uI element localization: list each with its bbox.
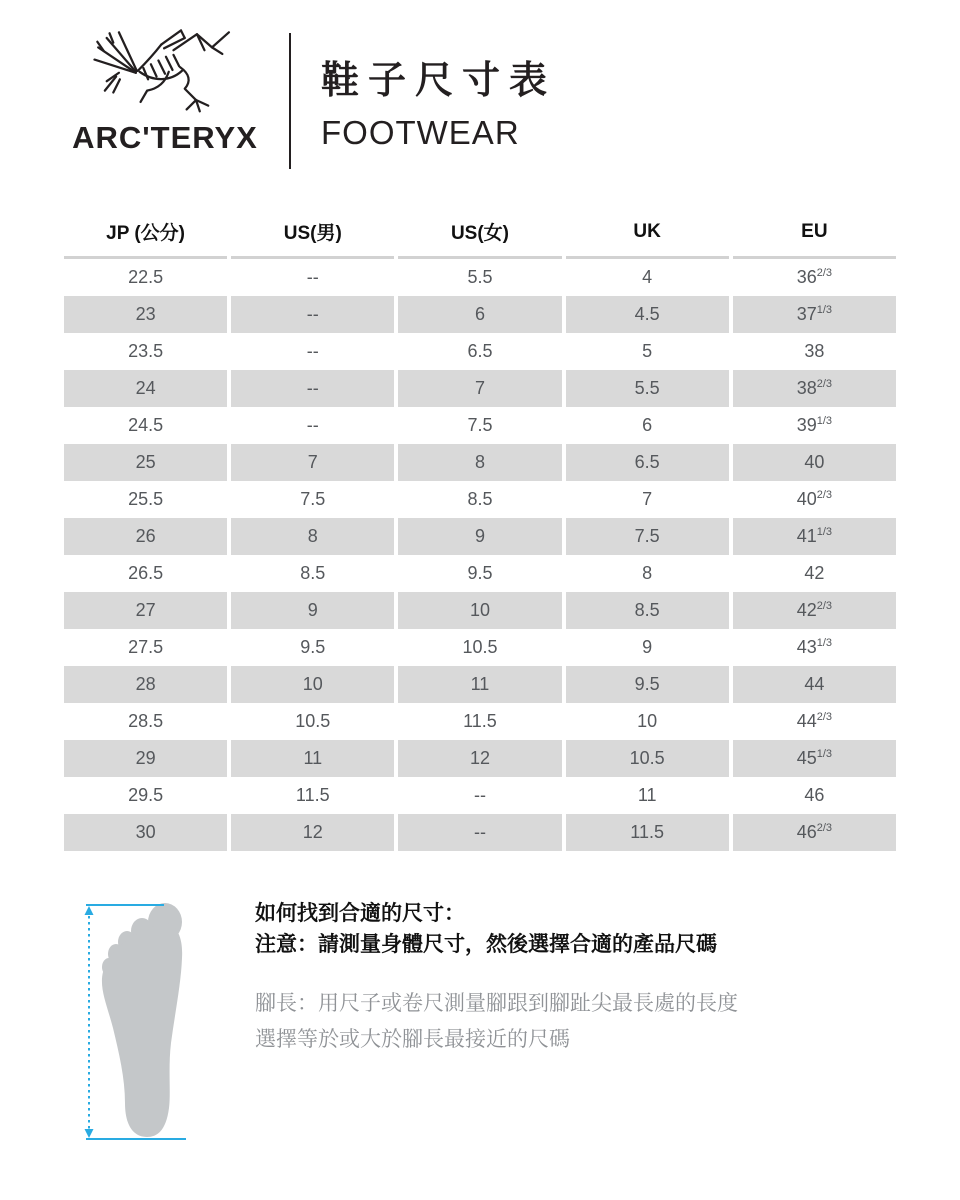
column-header-jp: JP (公分)	[64, 204, 227, 259]
cell-us_w: 6.5	[398, 333, 561, 370]
guide-heading: 如何找到合適的尺寸：	[255, 902, 465, 925]
eu-fraction-superscript: 2/3	[816, 822, 833, 834]
cell-us_w: --	[398, 814, 561, 851]
size-table	[60, 204, 900, 851]
table-row	[64, 444, 896, 481]
cell-us_w: 8	[398, 444, 561, 481]
cell-us_w: 8.5	[398, 481, 561, 518]
cell-eu: $40^{2/3}$	[733, 481, 896, 518]
cell-us_m: 11.5	[231, 777, 394, 814]
column-header-eu: EU	[733, 204, 896, 259]
cell-jp: 28.5	[64, 703, 227, 740]
eu-fraction-superscript: 1/3	[816, 304, 833, 316]
table-row	[64, 296, 896, 333]
cell-eu: $41^{1/3}$	[733, 518, 896, 555]
table-row	[64, 370, 896, 407]
cell-jp: 28	[64, 666, 227, 703]
cell-jp: 27	[64, 592, 227, 629]
cell-uk: 6.5	[566, 444, 729, 481]
table-row	[64, 592, 896, 629]
title-block	[321, 58, 556, 152]
table-header-row	[64, 204, 896, 259]
foot-measure-icon	[80, 892, 220, 1154]
eu-fraction-superscript: 1/3	[816, 526, 833, 538]
cell-us_m: --	[231, 296, 394, 333]
cell-eu: $46^{2/3}$	[733, 814, 896, 851]
eu-fraction-superscript: 2/3	[816, 600, 833, 612]
cell-jp: 24	[64, 370, 227, 407]
cell-jp: 27.5	[64, 629, 227, 666]
column-header-uk: UK	[566, 204, 729, 259]
cell-us_w: 12	[398, 740, 561, 777]
cell-jp: 24.5	[64, 407, 227, 444]
cell-us_m: --	[231, 370, 394, 407]
brand-block	[60, 22, 270, 156]
cell-jp: 23.5	[64, 333, 227, 370]
cell-eu: $44^{2/3}$	[733, 703, 896, 740]
eu-fraction-superscript: 2/3	[816, 489, 833, 501]
guide-instruction-line1: 腳長：用尺子或卷尺測量腳跟到腳趾尖最長處的長度	[255, 992, 738, 1015]
cell-eu: $45^{1/3}$	[733, 740, 896, 777]
cell-eu: $39^{1/3}$	[733, 407, 896, 444]
table-row	[64, 814, 896, 851]
cell-jp: 30	[64, 814, 227, 851]
cell-us_m: 10.5	[231, 703, 394, 740]
cell-jp: 29.5	[64, 777, 227, 814]
cell-us_m: 9.5	[231, 629, 394, 666]
column-header-us-w: US(女)	[398, 204, 561, 259]
eu-fraction-superscript: 1/3	[816, 748, 833, 760]
cell-eu: 42	[733, 555, 896, 592]
cell-eu: $36^{2/3}$	[733, 259, 896, 296]
cell-uk: 7	[566, 481, 729, 518]
cell-us_w: 11	[398, 666, 561, 703]
cell-eu: 46	[733, 777, 896, 814]
cell-us_w: 7	[398, 370, 561, 407]
cell-uk: 7.5	[566, 518, 729, 555]
eu-fraction-superscript: 2/3	[816, 378, 833, 390]
cell-uk: 9.5	[566, 666, 729, 703]
guide-instruction-line2: 選擇等於或大於腳長最接近的尺碼	[255, 1028, 570, 1051]
cell-us_m: --	[231, 333, 394, 370]
table-row	[64, 333, 896, 370]
cell-jp: 26.5	[64, 555, 227, 592]
cell-us_w: 10.5	[398, 629, 561, 666]
cell-us_m: 8.5	[231, 555, 394, 592]
cell-jp: 29	[64, 740, 227, 777]
page-title-en: FOOTWEAR	[321, 113, 520, 151]
cell-uk: 4.5	[566, 296, 729, 333]
page-title-zh: 鞋子尺寸表	[321, 60, 557, 102]
cell-uk: 10	[566, 703, 729, 740]
guide-instructions	[255, 986, 875, 1058]
cell-us_w: 7.5	[398, 407, 561, 444]
table-row	[64, 259, 896, 296]
cell-jp: 23	[64, 296, 227, 333]
cell-us_m: --	[231, 259, 394, 296]
size-table-body	[64, 259, 896, 851]
cell-us_m: 7.5	[231, 481, 394, 518]
cell-eu: $42^{2/3}$	[733, 592, 896, 629]
eu-fraction-superscript: 2/3	[816, 267, 833, 279]
cell-eu: $43^{1/3}$	[733, 629, 896, 666]
table-row	[64, 481, 896, 518]
eu-fraction-superscript: 1/3	[816, 637, 833, 649]
cell-jp: 25	[64, 444, 227, 481]
cell-uk: 8.5	[566, 592, 729, 629]
cell-uk: 5.5	[566, 370, 729, 407]
cell-us_w: 6	[398, 296, 561, 333]
cell-us_w: 11.5	[398, 703, 561, 740]
cell-uk: 8	[566, 555, 729, 592]
cell-uk: 11.5	[566, 814, 729, 851]
cell-eu: $38^{2/3}$	[733, 370, 896, 407]
fit-guide-text	[255, 898, 875, 1058]
cell-us_m: 7	[231, 444, 394, 481]
cell-uk: 6	[566, 407, 729, 444]
cell-eu: 38	[733, 333, 896, 370]
cell-jp: 26	[64, 518, 227, 555]
eu-fraction-superscript: 2/3	[816, 711, 833, 723]
cell-us_w: 10	[398, 592, 561, 629]
cell-eu: 44	[733, 666, 896, 703]
table-row	[64, 703, 896, 740]
cell-eu: 40	[733, 444, 896, 481]
cell-jp: 25.5	[64, 481, 227, 518]
cell-us_m: --	[231, 407, 394, 444]
cell-us_w: 9.5	[398, 555, 561, 592]
cell-us_m: 8	[231, 518, 394, 555]
cell-us_w: 5.5	[398, 259, 561, 296]
cell-uk: 9	[566, 629, 729, 666]
header-divider	[289, 33, 291, 169]
table-row	[64, 740, 896, 777]
cell-us_w: 9	[398, 518, 561, 555]
cell-us_w: --	[398, 777, 561, 814]
table-row	[64, 629, 896, 666]
cell-us_m: 11	[231, 740, 394, 777]
table-row	[64, 407, 896, 444]
arcteryx-bird-logo-icon	[83, 22, 247, 116]
cell-jp: 22.5	[64, 259, 227, 296]
table-row	[64, 555, 896, 592]
guide-note: 注意：請測量身體尺寸，然後選擇合適的產品尺碼	[255, 933, 717, 956]
cell-us_m: 9	[231, 592, 394, 629]
size-table-wrap	[60, 204, 900, 851]
cell-uk: 4	[566, 259, 729, 296]
cell-us_m: 12	[231, 814, 394, 851]
cell-us_m: 10	[231, 666, 394, 703]
cell-uk: 11	[566, 777, 729, 814]
table-row	[64, 666, 896, 703]
column-header-us-m: US(男)	[231, 204, 394, 259]
cell-eu: $37^{1/3}$	[733, 296, 896, 333]
table-row	[64, 777, 896, 814]
cell-uk: 5	[566, 333, 729, 370]
brand-wordmark: ARC'TERYX	[72, 120, 258, 155]
cell-uk: 10.5	[566, 740, 729, 777]
table-row	[64, 518, 896, 555]
eu-fraction-superscript: 1/3	[816, 415, 833, 427]
